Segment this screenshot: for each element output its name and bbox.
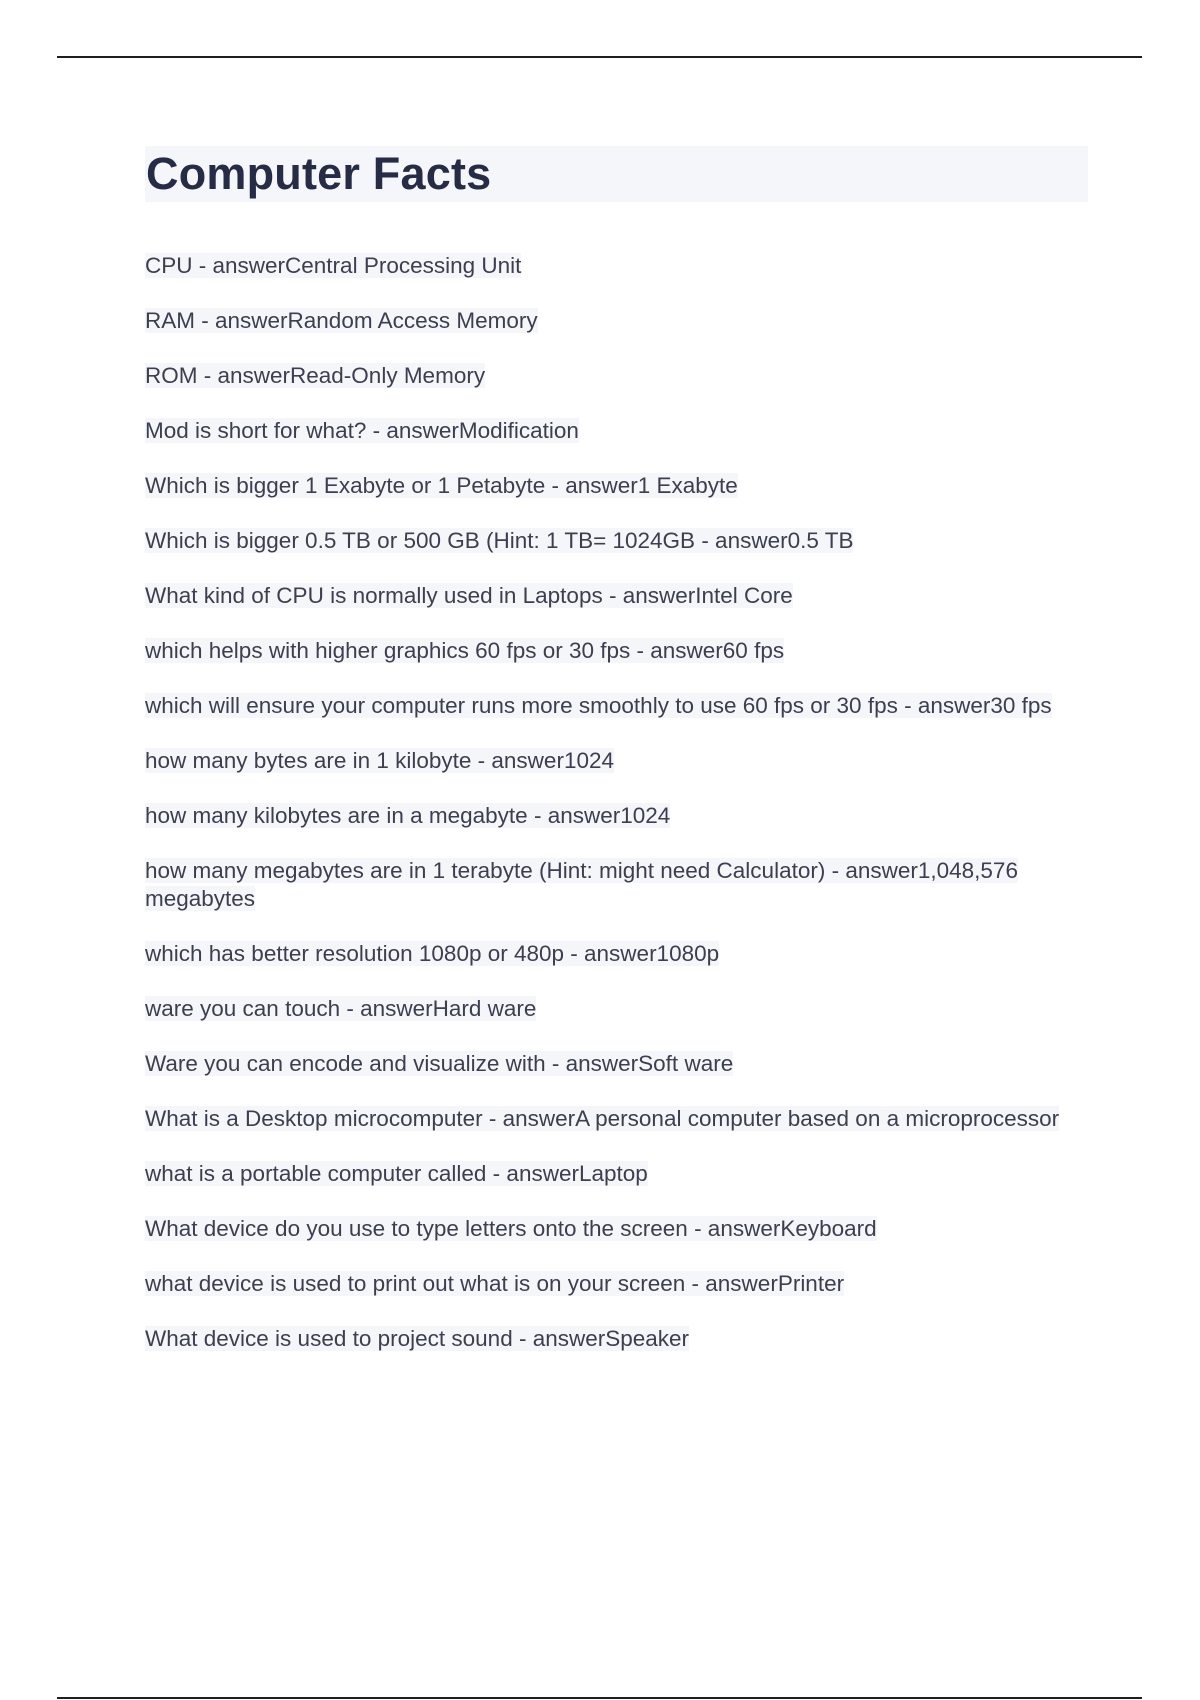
fact-item <box>145 362 1090 390</box>
fact-item <box>145 940 1090 968</box>
fact-text: ware you can touch - answerHard ware <box>145 996 537 1021</box>
fact-item <box>145 1325 1090 1353</box>
fact-text: ROM - answerRead-Only Memory <box>145 363 486 388</box>
fact-item <box>145 995 1090 1023</box>
fact-item <box>145 472 1090 500</box>
fact-text: which helps with higher graphics 60 fps or 30 fps - answer60 fps <box>145 638 785 663</box>
fact-item <box>145 1050 1090 1078</box>
fact-text: how many bytes are in 1 kilobyte - answer1024 <box>145 748 614 773</box>
top-rule <box>57 56 1142 58</box>
fact-item <box>145 747 1090 775</box>
fact-item <box>145 527 1090 555</box>
page-title: Computer Facts <box>146 148 492 199</box>
fact-text: CPU - answerCentral Processing Unit <box>145 253 522 278</box>
fact-text: What device is used to project sound - answerSpeaker <box>145 1326 690 1351</box>
fact-item <box>145 1160 1090 1188</box>
bottom-rule <box>57 1697 1142 1699</box>
fact-text: which has better resolution 1080p or 480p - answer1080p <box>145 941 720 966</box>
fact-text: Ware you can encode and visualize with - answerSoft ware <box>145 1051 734 1076</box>
fact-text: what is a portable computer called - answerLaptop <box>145 1161 648 1186</box>
fact-text: how many megabytes are in 1 terabyte (Hint: might need Calculator) - answer1,048,576 megabytes <box>145 858 1018 911</box>
fact-text: Which is bigger 1 Exabyte or 1 Petabyte - answer1 Exabyte <box>145 473 738 498</box>
fact-item <box>145 802 1090 830</box>
fact-text: Mod is short for what? - answerModification <box>145 418 579 443</box>
fact-item <box>145 1105 1090 1133</box>
fact-item <box>145 857 1090 913</box>
fact-item <box>145 307 1090 335</box>
fact-text: which will ensure your computer runs more smoothly to use 60 fps or 30 fps - answer30 fps <box>145 693 1052 718</box>
fact-text: Which is bigger 0.5 TB or 500 GB (Hint: 1 TB= 1024GB - answer0.5 TB <box>145 528 854 553</box>
fact-text: What is a Desktop microcomputer - answerA personal computer based on a microprocessor <box>145 1106 1060 1131</box>
fact-item <box>145 582 1090 610</box>
document-body <box>145 146 1090 1380</box>
fact-text: how many kilobytes are in a megabyte - answer1024 <box>145 803 671 828</box>
fact-text: What kind of CPU is normally used in Laptops - answerIntel Core <box>145 583 793 608</box>
fact-item <box>145 1215 1090 1243</box>
fact-text: RAM - answerRandom Access Memory <box>145 308 538 333</box>
facts-list <box>145 252 1090 1353</box>
fact-item <box>145 252 1090 280</box>
fact-item <box>145 692 1090 720</box>
fact-item <box>145 637 1090 665</box>
fact-text: What device do you use to type letters onto the screen - answerKeyboard <box>145 1216 877 1241</box>
title-banner <box>145 146 1088 202</box>
fact-item <box>145 417 1090 445</box>
fact-item <box>145 1270 1090 1298</box>
fact-text: what device is used to print out what is on your screen - answerPrinter <box>145 1271 845 1296</box>
